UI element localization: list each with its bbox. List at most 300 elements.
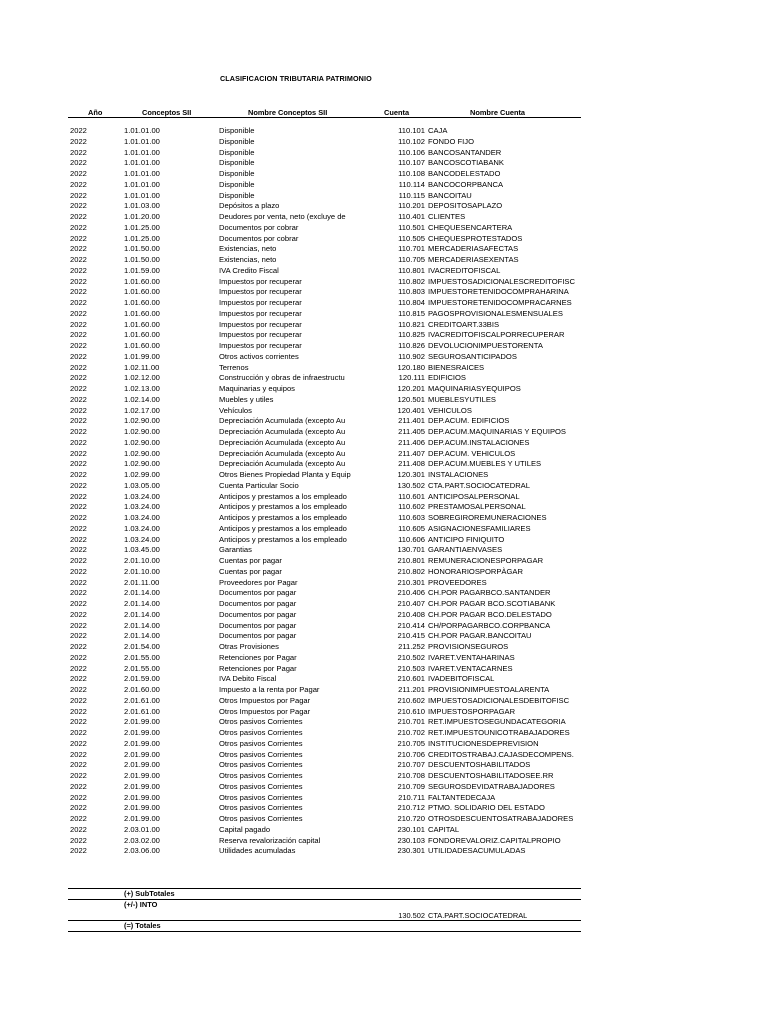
cell-concept-name: Terrenos xyxy=(219,362,249,372)
cell-concept-name: Maquinarias y equipos xyxy=(219,384,295,393)
cell-concept-name: Otros Impuestos por Pagar xyxy=(219,706,311,716)
cell-account: 211.401 xyxy=(398,416,425,426)
cell-concept-name: Otros pasivos Corrientes xyxy=(219,792,303,802)
table-row xyxy=(68,277,581,288)
cell-account-name: RET.IMPUESTOUNICOTRABAJADORES xyxy=(428,728,570,737)
cell-year: 2022 xyxy=(70,255,87,264)
table-row xyxy=(68,728,581,739)
cell-account: 120.301 xyxy=(397,470,425,479)
cell-year: 2022 xyxy=(70,738,87,748)
cell-year: 2022 xyxy=(70,599,87,608)
cell-concept-name: Garantias xyxy=(219,545,252,555)
cell-year: 2022 xyxy=(70,448,87,458)
cell-account: 210.802 xyxy=(397,566,425,576)
cell-account-name: BANCOSCOTIABANK xyxy=(428,158,504,168)
table-row xyxy=(68,771,581,782)
cell-year: 2022 xyxy=(70,136,87,146)
cell-year: 2022 xyxy=(70,588,87,598)
cell-concept-name: Proveedores por Pagar xyxy=(219,577,298,587)
cell-account: 210.602 xyxy=(397,695,425,705)
cell-year: 2022 xyxy=(70,394,87,404)
cell-account-name: IMPUESTOSADICIONALESCREDITOFISC xyxy=(428,276,575,286)
cell-account: 110.825 xyxy=(398,330,425,340)
cell-concept-code: 1.01.60.00 xyxy=(124,308,160,318)
cell-year: 2022 xyxy=(70,212,87,221)
cell-concept-code: 1.02.11.00 xyxy=(124,362,160,372)
cell-account-name: CREDITOSTRABAJ.CAJASDECOMPENS. xyxy=(428,749,574,759)
cell-account-name: EDIFICIOS xyxy=(428,373,466,383)
table-row xyxy=(68,696,581,707)
cell-concept-code: 1.03.24.00 xyxy=(124,502,160,512)
table-row xyxy=(68,438,581,449)
cell-concept-name: Impuestos por recuperar xyxy=(219,308,302,318)
cell-account-name: CH.POR PAGAR BCO.DELESTADO xyxy=(428,609,552,619)
cell-concept-name: Otros pasivos Corrientes xyxy=(219,728,303,737)
cell-concept-name: Deudores por venta, neto (excluye de xyxy=(219,212,346,221)
cell-year: 2022 xyxy=(70,147,87,157)
cell-account-name: FONDO FIJO xyxy=(428,136,474,146)
cell-concept-name: Depreciación Acumulada (excepto Au xyxy=(219,459,346,469)
cell-year: 2022 xyxy=(70,523,87,533)
cell-concept-code: 1.01.60.00 xyxy=(124,330,160,340)
cell-concept-code: 1.01.01.00 xyxy=(124,147,160,157)
cell-concept-name: Depósitos a plazo xyxy=(219,201,280,211)
cell-account: 110.106 xyxy=(398,147,425,157)
cell-account-name: DEP.ACUM.MUEBLES Y UTILES xyxy=(428,459,542,469)
cell-account: 110.401 xyxy=(398,212,425,221)
cell-concept-code: 1.01.60.00 xyxy=(124,319,160,329)
cell-concept-code: 1.02.14.00 xyxy=(124,394,160,404)
cell-account: 110.606 xyxy=(398,534,425,544)
cell-account: 210.709 xyxy=(397,781,425,791)
into-account-name: CTA.PART.SOCIOCATEDRAL xyxy=(428,911,528,920)
table-row xyxy=(68,814,581,825)
cell-year: 2022 xyxy=(70,416,87,426)
cell-concept-name: Impuestos por recuperar xyxy=(219,330,302,340)
totals-label: (=) Totales xyxy=(124,921,161,930)
cell-concept-code: 1.02.99.00 xyxy=(124,470,160,479)
cell-concept-name: Anticipos y prestamos a los empleado xyxy=(219,502,347,512)
table-row xyxy=(68,244,581,255)
cell-account-name: SEGUROSANTICIPADOS xyxy=(428,351,517,361)
cell-account: 110.802 xyxy=(398,276,425,286)
cell-concept-code: 2.01.99.00 xyxy=(124,781,160,791)
document-title: CLASIFICACION TRIBUTARIA PATRIMONIO xyxy=(220,74,372,83)
cell-concept-code: 2.01.14.00 xyxy=(124,588,160,598)
cell-account: 120.501 xyxy=(397,394,425,404)
cell-concept-name: Impuestos por recuperar xyxy=(219,276,302,286)
cell-account: 210.705 xyxy=(397,738,425,748)
cell-account: 110.701 xyxy=(398,244,425,254)
cell-account-name: MUEBLESYUTILES xyxy=(428,394,496,404)
header-account: Cuenta xyxy=(384,108,410,117)
cell-account: 210.701 xyxy=(397,717,425,727)
cell-concept-name: Depreciación Acumulada (excepto Au xyxy=(219,437,346,447)
table-row xyxy=(68,610,581,621)
cell-account: 210.502 xyxy=(397,652,425,662)
into-label: (+/-) INTO xyxy=(124,900,158,909)
cell-year: 2022 xyxy=(70,384,87,393)
cell-concept-name: Muebles y utiles xyxy=(219,394,274,404)
cell-concept-code: 2.01.61.00 xyxy=(124,706,160,716)
cell-account: 210.301 xyxy=(397,577,425,587)
table-row xyxy=(68,201,581,212)
cell-account: 110.803 xyxy=(398,287,425,297)
cell-concept-name: Cuenta Particular Socio xyxy=(219,480,299,490)
cell-account-name: SEGUROSDEVIDATRABAJADORES xyxy=(428,781,555,791)
cell-concept-code: 2.01.60.00 xyxy=(124,685,160,694)
cell-year: 2022 xyxy=(70,437,87,447)
table-row xyxy=(68,234,581,245)
cell-concept-code: 1.03.24.00 xyxy=(124,491,160,501)
cell-concept-code: 2.01.14.00 xyxy=(124,620,160,630)
cell-year: 2022 xyxy=(70,341,87,350)
cell-concept-code: 1.03.45.00 xyxy=(124,545,160,555)
cell-concept-name: Impuestos por recuperar xyxy=(219,298,302,307)
cell-account: 210.414 xyxy=(397,620,425,630)
cell-account-name: CTA.PART.SOCIOCATEDRAL xyxy=(428,480,530,490)
cell-account: 210.712 xyxy=(397,803,425,813)
cell-account-name: DESCUENTOSHABILITADOSEE.RR xyxy=(428,771,554,780)
table-row xyxy=(68,492,581,503)
cell-concept-code: 2.01.59.00 xyxy=(124,674,160,684)
cell-year: 2022 xyxy=(70,835,87,845)
cell-concept-code: 1.01.01.00 xyxy=(124,179,160,189)
cell-year: 2022 xyxy=(70,319,87,329)
table-row xyxy=(68,674,581,685)
cell-account: 110.101 xyxy=(398,126,425,135)
cell-year: 2022 xyxy=(70,169,87,178)
cell-concept-code: 1.03.24.00 xyxy=(124,513,160,522)
cell-account-name: CHEQUESENCARTERA xyxy=(428,222,513,232)
table-row xyxy=(68,502,581,513)
cell-account: 210.720 xyxy=(397,814,425,823)
cell-concept-name: Depreciación Acumulada (excepto Au xyxy=(219,416,346,426)
cell-concept-name: Disponible xyxy=(219,126,255,135)
cell-concept-name: Disponible xyxy=(219,158,255,168)
cell-year: 2022 xyxy=(70,631,87,641)
cell-year: 2022 xyxy=(70,749,87,759)
cell-concept-name: Anticipos y prestamos a los empleado xyxy=(219,513,347,522)
cell-account: 110.107 xyxy=(398,158,425,168)
cell-concept-code: 1.01.50.00 xyxy=(124,255,160,264)
table-row xyxy=(68,556,581,567)
cell-account: 210.408 xyxy=(397,609,425,619)
cell-concept-code: 2.03.02.00 xyxy=(124,835,160,845)
cell-account-name: CAPITAL xyxy=(428,824,460,834)
cell-concept-code: 2.03.01.00 xyxy=(124,824,160,834)
cell-concept-code: 1.03.05.00 xyxy=(124,480,160,490)
cell-year: 2022 xyxy=(70,405,87,415)
cell-concept-name: Documentos por pagar xyxy=(219,609,297,619)
cell-concept-code: 2.01.99.00 xyxy=(124,803,160,813)
cell-concept-code: 1.01.60.00 xyxy=(124,341,160,350)
cell-account: 210.801 xyxy=(397,556,425,565)
cell-concept-name: Documentos por cobrar xyxy=(219,233,299,243)
table-row xyxy=(68,599,581,610)
table-row xyxy=(68,427,581,438)
table-row xyxy=(68,266,581,277)
cell-account: 130.502 xyxy=(397,480,425,490)
cell-concept-code: 1.03.24.00 xyxy=(124,523,160,533)
cell-concept-code: 1.01.01.00 xyxy=(124,158,160,168)
cell-account-name: MERCADERIASAFECTAS xyxy=(428,244,519,254)
cell-account: 120.401 xyxy=(397,405,425,415)
table-row xyxy=(68,309,581,320)
cell-year: 2022 xyxy=(70,642,87,651)
cell-concept-name: Documentos por pagar xyxy=(219,631,297,641)
cell-concept-code: 1.01.25.00 xyxy=(124,222,160,232)
cell-account: 110.815 xyxy=(398,308,425,318)
table-row xyxy=(68,578,581,589)
table-row xyxy=(68,567,581,578)
cell-concept-code: 2.01.99.00 xyxy=(124,738,160,748)
table-row xyxy=(68,255,581,266)
cell-concept-name: Vehículos xyxy=(219,405,252,415)
table-row xyxy=(68,846,581,857)
cell-concept-code: 1.02.90.00 xyxy=(124,459,160,469)
cell-account-name: VEHICULOS xyxy=(428,405,472,415)
cell-concept-name: Disponible xyxy=(219,190,255,200)
table-row xyxy=(68,459,581,470)
cell-account: 230.101 xyxy=(397,824,425,834)
cell-account: 210.415 xyxy=(397,631,425,641)
cell-account: 211.201 xyxy=(398,685,425,694)
cell-account-name: BANCOCORPBANCA xyxy=(428,179,504,189)
cell-year: 2022 xyxy=(70,244,87,254)
table-row xyxy=(68,825,581,836)
cell-concept-name: Impuestos por recuperar xyxy=(219,341,302,350)
cell-year: 2022 xyxy=(70,513,87,522)
cell-account-name: HONORARIOSPORPÀGAR xyxy=(428,566,523,576)
table-row xyxy=(68,631,581,642)
cell-concept-name: Otros pasivos Corrientes xyxy=(219,771,303,780)
header-year: Año xyxy=(88,108,103,117)
data-table-body xyxy=(68,126,581,857)
cell-account-name: ANTICIPOSALPERSONAL xyxy=(428,491,520,501)
cell-account: 210.707 xyxy=(397,760,425,770)
cell-concept-name: Capital pagado xyxy=(219,824,271,834)
cell-concept-name: Otros pasivos Corrientes xyxy=(219,749,303,759)
cell-account-name: CH/PORPAGARBCO.CORPBANCA xyxy=(428,620,551,630)
cell-concept-name: IVA Debito Fiscal xyxy=(219,674,277,684)
cell-concept-code: 1.01.60.00 xyxy=(124,298,160,307)
cell-account: 110.603 xyxy=(398,513,425,522)
cell-concept-name: Disponible xyxy=(219,136,255,146)
cell-account-name: CH.POR PAGAR.BANCOITAU xyxy=(428,631,532,641)
cell-account: 210.406 xyxy=(397,588,425,598)
cell-year: 2022 xyxy=(70,427,87,436)
cell-account: 211.406 xyxy=(398,437,425,447)
cell-year: 2022 xyxy=(70,459,87,469)
cell-account: 210.610 xyxy=(397,706,425,716)
table-row xyxy=(68,760,581,771)
cell-account: 210.708 xyxy=(397,771,425,780)
cell-account-name: BIENESRAICES xyxy=(428,362,485,372)
cell-year: 2022 xyxy=(70,706,87,716)
cell-account: 230.103 xyxy=(397,835,425,845)
table-row xyxy=(68,470,581,481)
cell-concept-name: Existencias, neto xyxy=(219,255,277,264)
cell-concept-name: Otros Impuestos por Pagar xyxy=(219,695,311,705)
cell-concept-code: 2.01.10.00 xyxy=(124,556,160,565)
cell-concept-name: Disponible xyxy=(219,179,255,189)
cell-account: 110.705 xyxy=(398,255,425,264)
cell-account: 110.115 xyxy=(398,190,425,200)
cell-year: 2022 xyxy=(70,771,87,780)
cell-concept-name: Utilidades acumuladas xyxy=(219,846,296,856)
cell-year: 2022 xyxy=(70,814,87,823)
table-row xyxy=(68,481,581,492)
header-concept-name: Nombre Conceptos SII xyxy=(248,108,328,117)
cell-account-name: CLIENTES xyxy=(428,212,466,221)
cell-concept-name: Anticipos y prestamos a los empleado xyxy=(219,491,347,501)
table-row xyxy=(68,750,581,761)
table-row xyxy=(68,212,581,223)
cell-account-name: SOBREGIROREMUNERACIONES xyxy=(428,513,547,522)
cell-year: 2022 xyxy=(70,717,87,727)
cell-concept-name: Anticipos y prestamos a los empleado xyxy=(219,534,347,544)
cell-concept-name: Anticipos y prestamos a los empleado xyxy=(219,523,347,533)
cell-concept-name: Depreciación Acumulada (excepto Au xyxy=(219,427,346,436)
cell-account-name: IMPUESTOSADICIONALESDEBITOFISC xyxy=(428,695,570,705)
cell-year: 2022 xyxy=(70,287,87,297)
header-concept-code: Conceptos SII xyxy=(142,108,192,117)
cell-account: 210.503 xyxy=(397,663,425,673)
table-row xyxy=(68,545,581,556)
table-row xyxy=(68,126,581,137)
cell-account-name: RET.IMPUESTOSEGUNDACATEGORIA xyxy=(428,717,566,727)
cell-account: 120.111 xyxy=(398,373,425,383)
table-header xyxy=(68,108,581,117)
cell-concept-name: Otros pasivos Corrientes xyxy=(219,717,303,727)
cell-account: 110.108 xyxy=(398,169,425,178)
table-row xyxy=(68,330,581,341)
table-row xyxy=(68,191,581,202)
cell-account-name: CAJA xyxy=(428,126,448,135)
table-row xyxy=(68,836,581,847)
cell-concept-name: Otros pasivos Corrientes xyxy=(219,738,303,748)
cell-year: 2022 xyxy=(70,566,87,576)
table-row xyxy=(68,793,581,804)
table-row xyxy=(68,406,581,417)
cell-concept-code: 2.01.14.00 xyxy=(124,599,160,608)
table-row xyxy=(68,148,581,159)
cell-concept-name: Cuentas por pagar xyxy=(219,566,282,576)
cell-concept-code: 1.01.01.00 xyxy=(124,126,160,135)
cell-concept-name: Retenciones por Pagar xyxy=(219,663,297,673)
cell-concept-code: 1.01.50.00 xyxy=(124,244,160,254)
cell-concept-code: 1.01.01.00 xyxy=(124,136,160,146)
footer-divider-bottom xyxy=(68,931,581,932)
table-row xyxy=(68,298,581,309)
cell-concept-name: Documentos por cobrar xyxy=(219,222,299,232)
cell-account: 110.114 xyxy=(398,179,425,189)
cell-concept-name: Disponible xyxy=(219,147,255,157)
cell-account-name: IMPUESTOSPORPAGAR xyxy=(428,706,516,716)
cell-account-name: MERCADERIASEXENTAS xyxy=(428,255,519,264)
cell-account-name: IVARET.VENTACARNES xyxy=(428,663,513,673)
cell-concept-code: 2.01.55.00 xyxy=(124,652,160,662)
cell-concept-code: 1.02.12.00 xyxy=(124,373,160,383)
cell-concept-name: Documentos por pagar xyxy=(219,588,297,598)
header-underline xyxy=(68,117,581,118)
cell-concept-name: IVA Credito Fiscal xyxy=(219,265,279,275)
cell-account-name: DEPOSITOSAPLAZO xyxy=(428,201,503,211)
cell-account: 110.102 xyxy=(398,136,425,146)
table-row xyxy=(68,416,581,427)
cell-account: 120.201 xyxy=(397,384,425,393)
cell-account-name: CH.POR PAGAR BCO.SCOTIABANK xyxy=(428,599,556,608)
cell-year: 2022 xyxy=(70,362,87,372)
table-row xyxy=(68,352,581,363)
into-account-code: 130.502 xyxy=(398,911,425,920)
cell-account: 110.826 xyxy=(398,341,425,350)
cell-year: 2022 xyxy=(70,298,87,307)
cell-account-name: IMPUESTORETENIDOCOMPRACARNES xyxy=(428,298,572,307)
cell-account-name: DEP.ACUM. EDIFICIOS xyxy=(428,416,510,426)
cell-account-name: CHEQUESPROTESTADOS xyxy=(428,233,523,243)
cell-concept-code: 2.01.99.00 xyxy=(124,814,160,823)
cell-account-name: CH.POR PAGARBCO.SANTANDER xyxy=(428,588,551,598)
cell-year: 2022 xyxy=(70,760,87,770)
cell-concept-code: 2.01.55.00 xyxy=(124,663,160,673)
table-row xyxy=(68,642,581,653)
table-row xyxy=(68,373,581,384)
cell-concept-code: 1.01.59.00 xyxy=(124,265,160,275)
cell-year: 2022 xyxy=(70,620,87,630)
cell-concept-code: 1.02.90.00 xyxy=(124,427,160,436)
cell-account-name: IVACREDITOFISCAL xyxy=(428,265,501,275)
cell-year: 2022 xyxy=(70,663,87,673)
cell-account: 230.301 xyxy=(397,846,425,856)
cell-concept-code: 1.01.25.00 xyxy=(124,233,160,243)
cell-account: 110.804 xyxy=(398,298,425,307)
cell-concept-name: Otros pasivos Corrientes xyxy=(219,803,303,813)
cell-concept-code: 1.02.90.00 xyxy=(124,416,160,426)
cell-account: 211.405 xyxy=(398,427,425,436)
cell-account-name: CREDITOART.33BIS xyxy=(428,319,500,329)
cell-year: 2022 xyxy=(70,201,87,211)
cell-account-name: PRESTAMOSALPERSONAL xyxy=(428,502,526,512)
table-row xyxy=(68,739,581,750)
cell-concept-name: Documentos por pagar xyxy=(219,599,297,608)
cell-concept-name: Impuesto a la renta por Pagar xyxy=(219,685,320,694)
cell-year: 2022 xyxy=(70,179,87,189)
cell-concept-name: Impuestos por recuperar xyxy=(219,287,302,297)
cell-concept-name: Cuentas por pagar xyxy=(219,556,282,565)
table-row xyxy=(68,524,581,535)
cell-account-name: BANCOSANTANDER xyxy=(428,147,502,157)
table-row xyxy=(68,653,581,664)
cell-concept-code: 2.01.99.00 xyxy=(124,728,160,737)
cell-year: 2022 xyxy=(70,652,87,662)
cell-account-name: DEP.ACUM.INSTALACIONES xyxy=(428,437,530,447)
cell-account: 210.711 xyxy=(398,792,425,802)
table-row xyxy=(68,341,581,352)
cell-account-name: PAGOSPROVISIONALESMENSUALES xyxy=(428,308,563,318)
table-row xyxy=(68,513,581,524)
cell-concept-code: 2.01.10.00 xyxy=(124,566,160,576)
cell-concept-code: 1.01.99.00 xyxy=(124,351,160,361)
cell-year: 2022 xyxy=(70,480,87,490)
cell-year: 2022 xyxy=(70,351,87,361)
table-row xyxy=(68,223,581,234)
cell-concept-name: Existencias, neto xyxy=(219,244,277,254)
table-row xyxy=(68,137,581,148)
cell-account-name: BANCODELESTADO xyxy=(428,169,501,178)
table-row xyxy=(68,384,581,395)
